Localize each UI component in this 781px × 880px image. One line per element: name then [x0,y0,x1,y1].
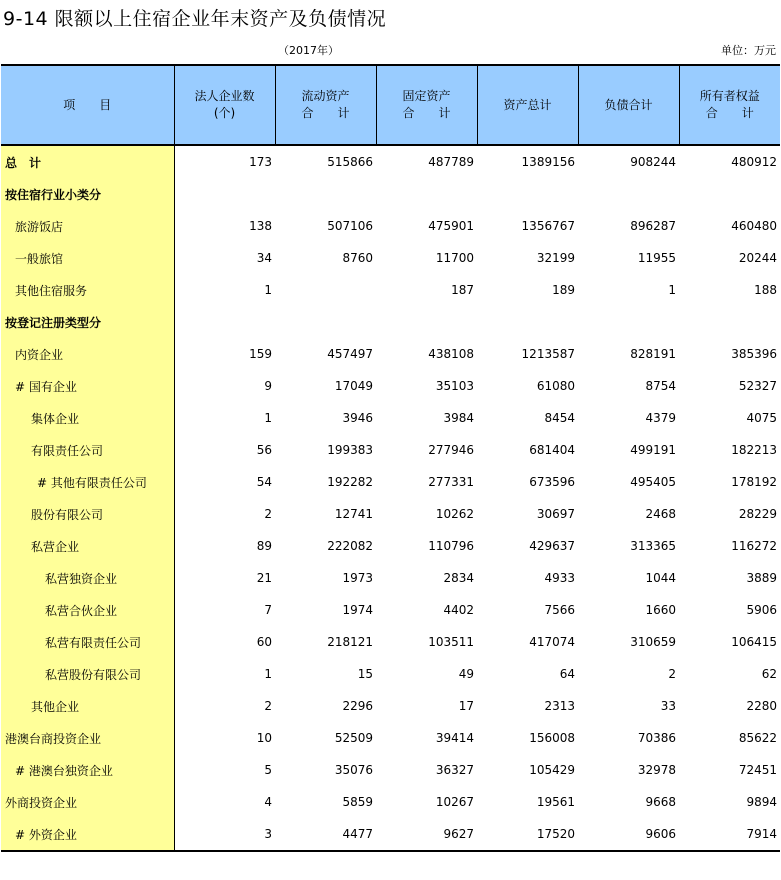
column-header-line1: 法人企业数 [194,89,255,103]
table-row [1,690,780,722]
table-row [1,434,780,466]
column-header [679,65,780,145]
cell-value: 2 [264,699,272,713]
row-label: 港澳台商投资企业 [1,722,174,754]
cell-value: 222082 [327,539,373,553]
cell-value: 182213 [731,443,777,457]
table-body [1,145,780,851]
cell-value: 8454 [544,411,575,425]
table-row [1,722,780,754]
cell-value: 1 [264,667,272,681]
row-label: 一般旅馆 [1,242,174,274]
cell-value: 310659 [630,635,676,649]
cell-value: 417074 [529,635,575,649]
cell-value: 9627 [443,827,474,841]
row-label: 其他企业 [1,690,174,722]
cell-value: 1973 [342,571,373,585]
cell-value: 4402 [443,603,474,617]
cell-value: 156008 [529,731,575,745]
cell-value [275,306,376,338]
cell-value: 385396 [731,347,777,361]
cell-value: 4477 [342,827,373,841]
cell-value: 192282 [327,475,373,489]
cell-value: 499191 [630,443,676,457]
cell-value: 218121 [327,635,373,649]
table-row [1,626,780,658]
cell-value: 19561 [536,795,575,809]
column-header-line1: 负债合计 [604,97,653,112]
table-row [1,530,780,562]
cell-value: 2834 [443,571,474,585]
cell-value: 4075 [746,411,777,425]
cell-value: 110796 [428,539,474,553]
cell-value: 5 [264,763,272,777]
row-label: 总 计 [1,145,174,178]
table-row [1,466,780,498]
cell-value: 10267 [435,795,474,809]
table-row [1,210,780,242]
row-label: 按登记注册类型分 [1,306,174,338]
row-label: 私营股份有限公司 [1,658,174,690]
cell-value: 105429 [529,763,575,777]
table-row [1,242,780,274]
row-label: 内资企业 [1,338,174,370]
cell-value [275,274,376,306]
column-header [578,65,679,145]
row-label: 按住宿行业小类分 [1,178,174,210]
cell-value [275,178,376,210]
cell-value: 70386 [637,731,676,745]
cell-value: 896287 [630,219,676,233]
cell-value: 52509 [334,731,373,745]
cell-value: 3984 [443,411,474,425]
cell-value [376,306,477,338]
cell-value: 159 [249,347,272,361]
cell-value: 17520 [536,827,575,841]
cell-value: 138 [249,219,272,233]
cell-value: 2313 [544,699,575,713]
cell-value: 54 [256,475,272,489]
cell-value: 189 [552,283,575,297]
cell-value: 60 [256,635,272,649]
cell-value: 2468 [645,507,676,521]
cell-value [376,178,477,210]
cell-value [679,306,780,338]
column-header-line1: 项 目 [63,97,112,112]
cell-value: 460480 [731,219,777,233]
cell-value: 438108 [428,347,474,361]
cell-value: 49 [458,667,474,681]
cell-value: 1044 [645,571,676,585]
cell-value: 9 [264,379,272,393]
cell-value: 56 [256,443,272,457]
cell-value: 1356767 [521,219,575,233]
table-row [1,370,780,402]
cell-value: 9606 [645,827,676,841]
row-label: 私营独资企业 [1,562,174,594]
cell-value: 475901 [428,219,474,233]
cell-value: 1389156 [521,155,575,169]
cell-value: 8754 [645,379,676,393]
row-label: 私营企业 [1,530,174,562]
cell-value: 7914 [746,827,777,841]
cell-value: 7566 [544,603,575,617]
cell-value [679,178,780,210]
column-header-line1: 所有者权益 [699,89,760,103]
cell-value [477,306,578,338]
cell-value: 33 [660,699,676,713]
cell-value: 5859 [342,795,373,809]
table-row [1,498,780,530]
cell-value: 103511 [428,635,474,649]
cell-value: 35103 [435,379,474,393]
cell-value [174,178,275,210]
cell-value: 828191 [630,347,676,361]
column-header-line2: 合 计 [402,106,451,120]
cell-value: 1660 [645,603,676,617]
table-row [1,754,780,786]
year-note: （2017年） [278,44,339,57]
cell-value: 10262 [435,507,474,521]
cell-value: 85622 [738,731,777,745]
cell-value: 487789 [428,155,474,169]
column-header-line2: 合 计 [301,106,350,120]
column-header-line1: 流动资产 [301,89,350,103]
table-row [1,178,780,210]
row-label: 股份有限公司 [1,498,174,530]
header-row [1,65,780,145]
cell-value: 1 [668,283,676,297]
cell-value: 313365 [630,539,676,553]
cell-value: 17049 [334,379,373,393]
cell-value: 28229 [738,507,777,521]
cell-value: 681404 [529,443,575,457]
cell-value: 39414 [435,731,474,745]
cell-value: 507106 [327,219,373,233]
cell-value: 72451 [738,763,777,777]
row-label: 旅游饭店 [1,210,174,242]
cell-value: 8760 [342,251,373,265]
cell-value: 908244 [630,155,676,169]
table-row [1,338,780,370]
column-header-line2: 合 计 [705,106,754,120]
page-title: 9-14 限额以上住宿企业年末资产及负债情况 [3,8,387,30]
column-header [1,65,174,145]
cell-value: 106415 [731,635,777,649]
cell-value: 12741 [334,507,373,521]
table-row [1,786,780,818]
cell-value: 173 [249,155,272,169]
cell-value: 7 [264,603,272,617]
row-label: 私营合伙企业 [1,594,174,626]
cell-value: 495405 [630,475,676,489]
cell-value: 116272 [731,539,777,553]
column-header [376,65,477,145]
cell-value: 277946 [428,443,474,457]
cell-value: 11955 [637,251,676,265]
row-label: 其他住宿服务 [1,274,174,306]
cell-value: 21 [256,571,272,585]
cell-value: 277331 [428,475,474,489]
table-row [1,658,780,690]
cell-value: 515866 [327,155,373,169]
row-label: # 其他有限责任公司 [1,466,174,498]
cell-value: 188 [754,283,777,297]
column-header [174,65,275,145]
cell-value: 4379 [645,411,676,425]
cell-value: 2296 [342,699,373,713]
row-label: # 外资企业 [1,818,174,851]
column-header [477,65,578,145]
cell-value [578,178,679,210]
table-row [1,818,780,851]
column-header-line1: 固定资产 [402,89,451,103]
cell-value: 480912 [731,155,777,169]
row-label: 私营有限责任公司 [1,626,174,658]
cell-value: 9668 [645,795,676,809]
cell-value: 30697 [536,507,575,521]
data-table [1,64,780,852]
table-row [1,594,780,626]
table-row [1,402,780,434]
column-header [275,65,376,145]
cell-value: 64 [559,667,575,681]
cell-value: 52327 [738,379,777,393]
unit-note: 单位：万元 [721,44,776,57]
cell-value: 4933 [544,571,575,585]
cell-value: 61080 [536,379,575,393]
cell-value: 11700 [435,251,474,265]
cell-value: 17 [458,699,474,713]
cell-value: 35076 [334,763,373,777]
cell-value: 15 [357,667,373,681]
row-label: # 国有企业 [1,370,174,402]
cell-value: 1974 [342,603,373,617]
cell-value: 1213587 [521,347,575,361]
cell-value: 3946 [342,411,373,425]
cell-value: 32978 [637,763,676,777]
cell-value [174,306,275,338]
cell-value: 4 [264,795,272,809]
cell-value: 3 [264,827,272,841]
cell-value: 199383 [327,443,373,457]
table-row [1,145,780,178]
cell-value [578,306,679,338]
cell-value: 32199 [536,251,575,265]
cell-value: 36327 [435,763,474,777]
table-row [1,562,780,594]
cell-value: 178192 [731,475,777,489]
cell-value: 10 [256,731,272,745]
cell-value: 89 [256,539,272,553]
cell-value: 9894 [746,795,777,809]
cell-value: 187 [451,283,474,297]
cell-value: 429637 [529,539,575,553]
cell-value: 2280 [746,699,777,713]
table-row [1,274,780,306]
row-label: # 港澳台独资企业 [1,754,174,786]
cell-value: 1 [264,411,272,425]
cell-value: 2 [668,667,676,681]
cell-value [477,178,578,210]
cell-value: 3889 [746,571,777,585]
cell-value: 2 [264,507,272,521]
cell-value: 673596 [529,475,575,489]
cell-value: 457497 [327,347,373,361]
row-label: 外商投资企业 [1,786,174,818]
row-label: 有限责任公司 [1,434,174,466]
cell-value: 1 [264,283,272,297]
cell-value: 34 [256,251,272,265]
cell-value: 62 [761,667,777,681]
column-header-line2: (个) [213,106,236,120]
cell-value: 5906 [746,603,777,617]
table-row [1,306,780,338]
column-header-line1: 资产总计 [503,97,552,112]
cell-value: 20244 [738,251,777,265]
row-label: 集体企业 [1,402,174,434]
